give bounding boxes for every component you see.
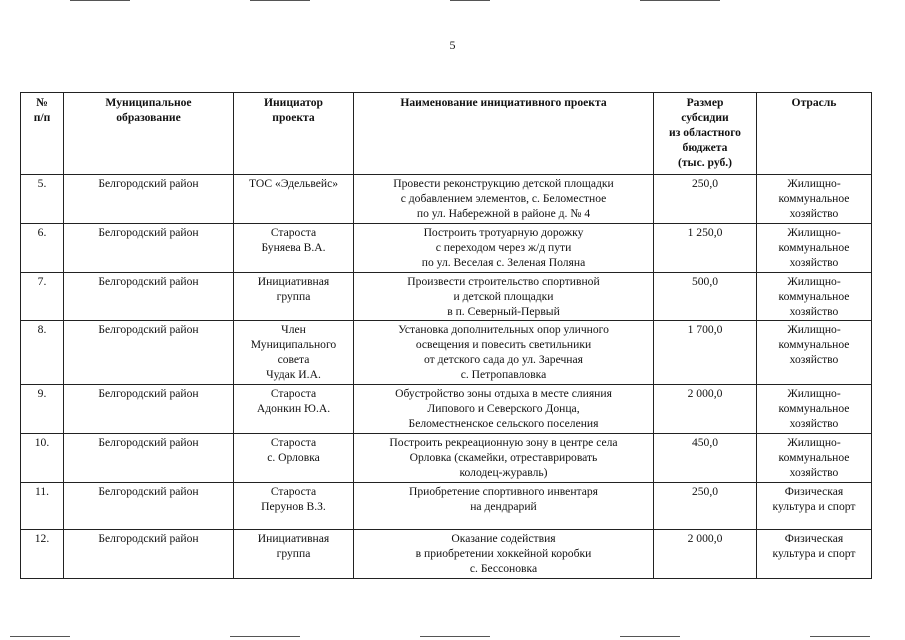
table-row xyxy=(21,483,872,530)
top-edge-line xyxy=(250,0,310,1)
top-edge-line xyxy=(70,0,130,1)
cell-project: Произвести строительство спортивной и детской площадки в п. Северный-Первый xyxy=(354,273,654,321)
cell-project: Построить рекреационную зону в центре села Орловка (скамейки, отреставрировать колодец-журавль) xyxy=(354,434,654,483)
cell-amount: 250,0 xyxy=(654,175,757,224)
cell-initiator: Староста Перунов В.З. xyxy=(234,483,354,530)
bottom-edge-line xyxy=(620,636,680,637)
header-municipality: Муниципальное образование xyxy=(64,93,234,175)
header-initiator: Инициатор проекта xyxy=(234,93,354,175)
cell-sector: Жилищно- коммунальное хозяйство xyxy=(757,273,872,321)
cell-number: 12. xyxy=(21,530,64,579)
page-number: 5 xyxy=(449,38,456,52)
cell-municipality: Белгородский район xyxy=(64,434,234,483)
cell-number: 6. xyxy=(21,224,64,273)
table-row xyxy=(21,321,872,385)
table-row xyxy=(21,434,872,483)
cell-municipality: Белгородский район xyxy=(64,224,234,273)
cell-amount: 2 000,0 xyxy=(654,530,757,579)
cell-municipality: Белгородский район xyxy=(64,385,234,434)
cell-amount: 2 000,0 xyxy=(654,385,757,434)
cell-initiator: Инициативная группа xyxy=(234,273,354,321)
cell-initiator: Староста Адонкин Ю.А. xyxy=(234,385,354,434)
bottom-edge-line xyxy=(230,636,300,637)
header-sector: Отрасль xyxy=(757,93,872,175)
table-row xyxy=(21,175,872,224)
table-row xyxy=(21,385,872,434)
cell-municipality: Белгородский район xyxy=(64,175,234,224)
header-amount: Размер субсидии из областного бюджета (тыс. руб.) xyxy=(654,93,757,175)
cell-project: Оказание содействия в приобретении хоккейной коробки с. Бессоновка xyxy=(354,530,654,579)
cell-initiator: Староста с. Орловка xyxy=(234,434,354,483)
cell-sector: Жилищно- коммунальное хозяйство xyxy=(757,434,872,483)
cell-amount: 250,0 xyxy=(654,483,757,530)
cell-number: 8. xyxy=(21,321,64,385)
cell-sector: Физическая культура и спорт xyxy=(757,483,872,530)
header-number: № п/п xyxy=(21,93,64,175)
cell-project: Обустройство зоны отдыха в месте слияния Липового и Северского Донца, Беломестненское сельского поселения xyxy=(354,385,654,434)
cell-initiator: ТОС «Эдельвейс» xyxy=(234,175,354,224)
cell-amount: 1 250,0 xyxy=(654,224,757,273)
cell-municipality: Белгородский район xyxy=(64,321,234,385)
bottom-edge-line xyxy=(10,636,70,637)
cell-amount: 500,0 xyxy=(654,273,757,321)
bottom-edge-line xyxy=(420,636,490,637)
cell-project: Построить тротуарную дорожку с переходом через ж/д пути по ул. Веселая с. Зеленая Поляна xyxy=(354,224,654,273)
cell-project: Установка дополнительных опор уличного освещения и повесить светильники от детского сада до ул. Заречная с. Петропавловка xyxy=(354,321,654,385)
cell-project: Провести реконструкцию детской площадки с добавлением элементов, с. Беломестное по ул. Набережной в районе д. № 4 xyxy=(354,175,654,224)
cell-sector: Жилищно- коммунальное хозяйство xyxy=(757,175,872,224)
cell-sector: Жилищно- коммунальное хозяйство xyxy=(757,385,872,434)
cell-municipality: Белгородский район xyxy=(64,530,234,579)
cell-municipality: Белгородский район xyxy=(64,273,234,321)
table-row xyxy=(21,273,872,321)
cell-sector: Жилищно- коммунальное хозяйство xyxy=(757,224,872,273)
cell-number: 5. xyxy=(21,175,64,224)
cell-amount: 450,0 xyxy=(654,434,757,483)
cell-number: 10. xyxy=(21,434,64,483)
cell-number: 9. xyxy=(21,385,64,434)
top-edge-line xyxy=(450,0,490,1)
cell-initiator: Староста Буняева В.А. xyxy=(234,224,354,273)
top-edge-line xyxy=(640,0,720,1)
cell-number: 7. xyxy=(21,273,64,321)
cell-sector: Физическая культура и спорт xyxy=(757,530,872,579)
cell-number: 11. xyxy=(21,483,64,530)
cell-sector: Жилищно- коммунальное хозяйство xyxy=(757,321,872,385)
table-row xyxy=(21,530,872,579)
cell-initiator: Член Муниципального совета Чудак И.А. xyxy=(234,321,354,385)
bottom-edge-line xyxy=(810,636,870,637)
cell-project: Приобретение спортивного инвентаря на дендрарий xyxy=(354,483,654,530)
cell-municipality: Белгородский район xyxy=(64,483,234,530)
cell-initiator: Инициативная группа xyxy=(234,530,354,579)
header-project: Наименование инициативного проекта xyxy=(354,93,654,175)
projects-table xyxy=(20,92,872,579)
cell-amount: 1 700,0 xyxy=(654,321,757,385)
table-row xyxy=(21,224,872,273)
table-header-row xyxy=(21,93,872,175)
